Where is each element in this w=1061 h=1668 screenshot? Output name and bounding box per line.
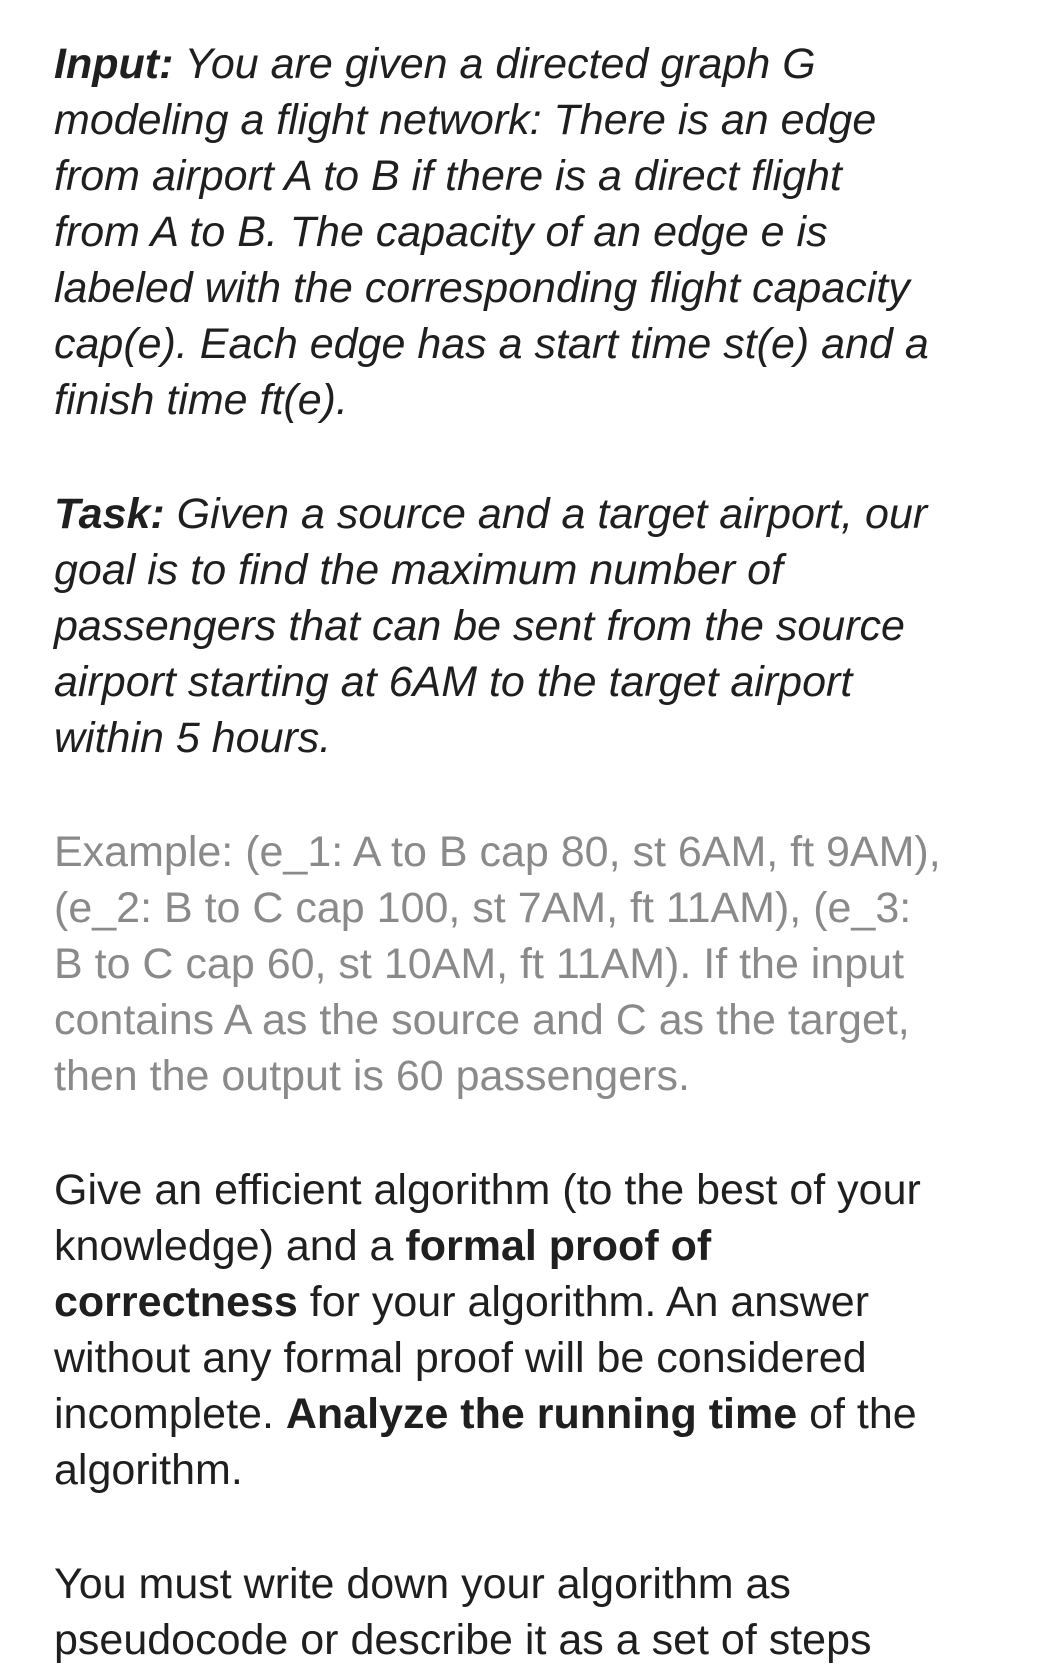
input-text: You are given a directed graph G modeling a flight network: There is an edge from airport A to B if there is a direct flight from A to B. The capacity of an edge e is labeled with the corresponding flight capacity cap(e). Each edge has a start time st(e) and a finish time ft(e). <box>54 40 929 424</box>
running-time-emphasis: Analyze the running time <box>285 1390 798 1438</box>
instructions-paragraph <box>54 1162 1044 1498</box>
input-label: Input: <box>54 40 174 88</box>
instructions-text-3: of the algorithm. <box>54 1390 917 1494</box>
task-text: Given a source and a target airport, our goal is to find the maximum number of passengers that can be sent from the source airport starting at 6AM to the target airport within 5 hours. <box>54 490 928 762</box>
instructions-text-2: for your algorithm. An answer without any formal proof will be considered incomplete. <box>54 1278 870 1438</box>
document-page <box>54 36 1044 1668</box>
pseudocode-paragraph: You must write down your algorithm as pseudocode or describe it as a set of steps <box>54 1560 872 1664</box>
instructions-text-1: Give an efficient algorithm (to the best of your knowledge) and a <box>54 1166 921 1270</box>
input-paragraph <box>54 36 1044 428</box>
example-paragraph: Example: (e_1: A to B cap 80, st 6AM, ft 9AM), (e_2: B to C cap 100, st 7AM, ft 11AM), (e_3: B to C cap 60, st 10AM, ft 11AM). If the input contains A as the source and C as the target, then the output is 60 passengers. <box>54 828 941 1100</box>
task-label: Task: <box>54 490 165 538</box>
formal-proof-emphasis: formal proof of correctness <box>54 1222 712 1326</box>
task-paragraph <box>54 486 1044 766</box>
